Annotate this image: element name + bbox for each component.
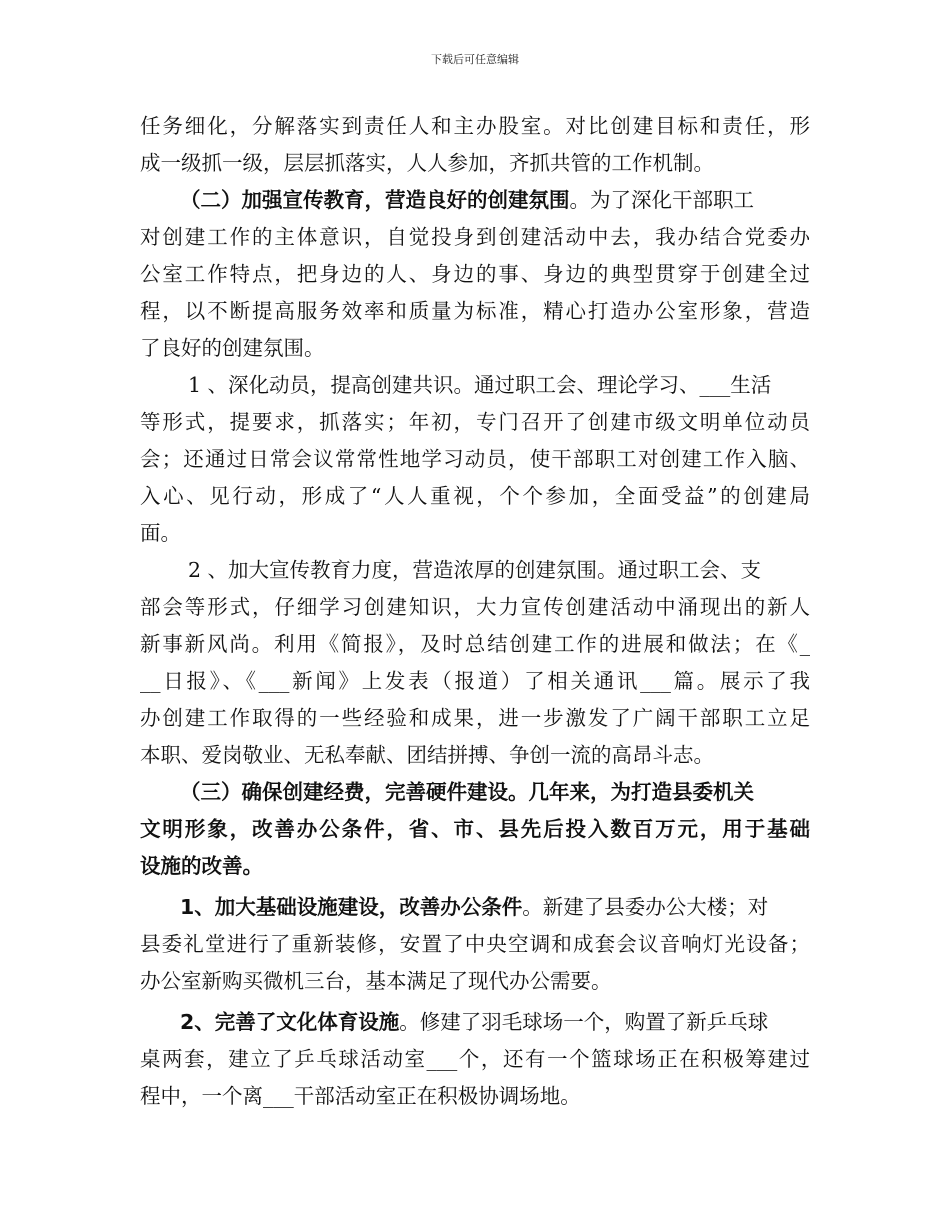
section-heading-2 — [180, 186, 754, 214]
text-line: 面。 — [140, 521, 181, 545]
text-line: 等形式，提要求，抓落实；年初，专门召开了创建市级文明单位动员 — [140, 410, 810, 434]
section-heading-3: （三）确保创建经费，完善硬件建设。几年来，为打造县委机关 — [180, 780, 754, 804]
subheading-continuation: 。新建了县委办公大楼；对 — [522, 895, 769, 919]
subheading-2 — [180, 1008, 768, 1036]
list-item-2: 2 、加大宣传教育力度，营造浓厚的创建氛围。通过职工会、支 — [188, 558, 762, 582]
subheading-text: 2、完善了文化体育设施 — [180, 1010, 400, 1034]
text-line: 程，以不断提高服务效率和质量为标准，精心打造办公室形象，营造 — [140, 299, 810, 323]
subheading-1 — [180, 893, 768, 921]
subheading-continuation: 。修建了羽毛球场一个，购置了新乒乓球 — [399, 1010, 769, 1034]
text-line: 会；还通过日常会议常常性地学习动员，使干部职工对创建工作入脑、 — [140, 447, 810, 471]
page-header: 下载后可任意编辑 — [431, 53, 519, 66]
heading-text: （二）加强宣传教育，营造良好的创建氛围 — [180, 188, 570, 212]
text-line: 入心、见行动，形成了“人人重视，个个参加，全面受益”的创建局 — [140, 484, 810, 508]
text-line: __日报》、《___新闻》上发表（报道）了相关通讯___篇。展示了我 — [140, 669, 810, 693]
text-line: 程中，一个离___干部活动室正在积极协调场地。 — [140, 1084, 581, 1108]
text-line: 县委礼堂进行了重新装修，安置了中央空调和成套会议音响灯光设备； — [140, 932, 810, 956]
text-line: 部会等形式，仔细学习创建知识，大力宣传创建活动中涌现出的新人 — [140, 595, 810, 619]
text-line: 本职、爱岗敬业、无私奉献、团结拼搏、争创一流的高昂斗志。 — [140, 743, 714, 767]
text-line: 桌两套，建立了乒乓球活动室___个，还有一个篮球场正在积极筹建过 — [140, 1047, 810, 1071]
list-item-1: 1 、深化动员，提高创建共识。通过职工会、理论学习、___生活 — [188, 373, 772, 397]
heading-continuation: 。为了深化干部职工 — [569, 188, 754, 212]
text-line: 公室工作特点，把身边的人、身边的事、身边的典型贯穿于创建全过 — [140, 262, 810, 286]
text-line: 办公室新购买微机三台，基本满足了现代办公需要。 — [140, 969, 612, 993]
text-line: 任务细化，分解落实到责任人和主办股室。对比创建目标和责任，形 — [140, 114, 810, 138]
bold-text-line: 文明形象，改善办公条件，省、市、县先后投入数百万元，用于基础 — [140, 817, 810, 841]
text-line: 新事新风尚。利用《简报》，及时总结创建工作的进展和做法；在《_ — [140, 632, 810, 656]
text-line: 成一级抓一级，层层抓落实，人人参加，齐抓共管的工作机制。 — [140, 151, 714, 175]
text-line: 了良好的创建氛围。 — [140, 336, 325, 360]
text-line: 办创建工作取得的一些经验和成果，进一步激发了广阔干部职工立足 — [140, 706, 810, 730]
bold-text-line: 设施的改善。 — [140, 854, 263, 878]
subheading-text: 1、加大基础设施建设，改善办公条件 — [180, 895, 523, 919]
text-line: 对创建工作的主体意识，自觉投身到创建活动中去，我办结合党委办 — [140, 225, 810, 249]
